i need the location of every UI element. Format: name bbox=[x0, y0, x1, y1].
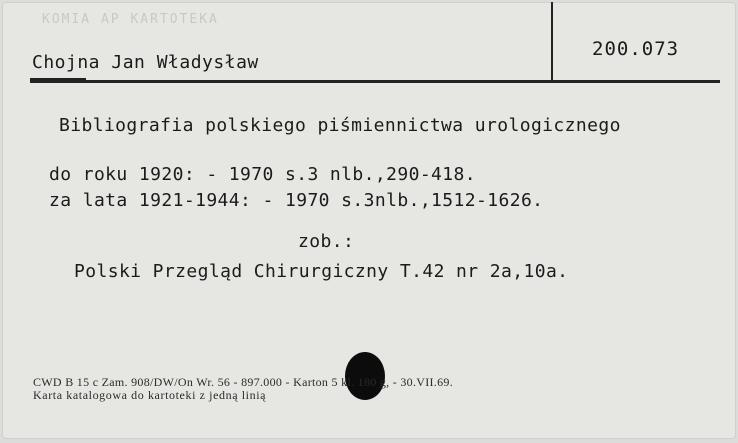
card-type-label: Karta katalogowa do kartoteki z jedną linią bbox=[33, 388, 267, 402]
printer-imprint: CWD B 15 c Zam. 908/DW/On Wr. 56 - 897.000 - Karton 5 kl. 180 g, - 30.VII.69. bbox=[33, 375, 454, 389]
header-rule bbox=[30, 80, 720, 83]
call-number: 200.073 bbox=[592, 38, 680, 60]
publication-line-2: za lata 1921-1944: - 1970 s.3nlb.,1512-1626. bbox=[49, 190, 544, 211]
see-also-label: zob.: bbox=[298, 231, 355, 252]
publication-line-1: do roku 1920: - 1970 s.3 nlb.,290-418. bbox=[49, 164, 477, 185]
catalog-card bbox=[2, 2, 736, 439]
author-name: Chojna Jan Władysław bbox=[32, 52, 259, 73]
book-title: Bibliografia polskiego piśmiennictwa urologicznego bbox=[59, 115, 621, 136]
faint-header-text: KOMIA AP KARTOTEKA bbox=[42, 12, 219, 27]
header-vertical-divider bbox=[551, 2, 553, 80]
journal-reference: Polski Przegląd Chirurgiczny T.42 nr 2a,10a. bbox=[74, 261, 569, 282]
